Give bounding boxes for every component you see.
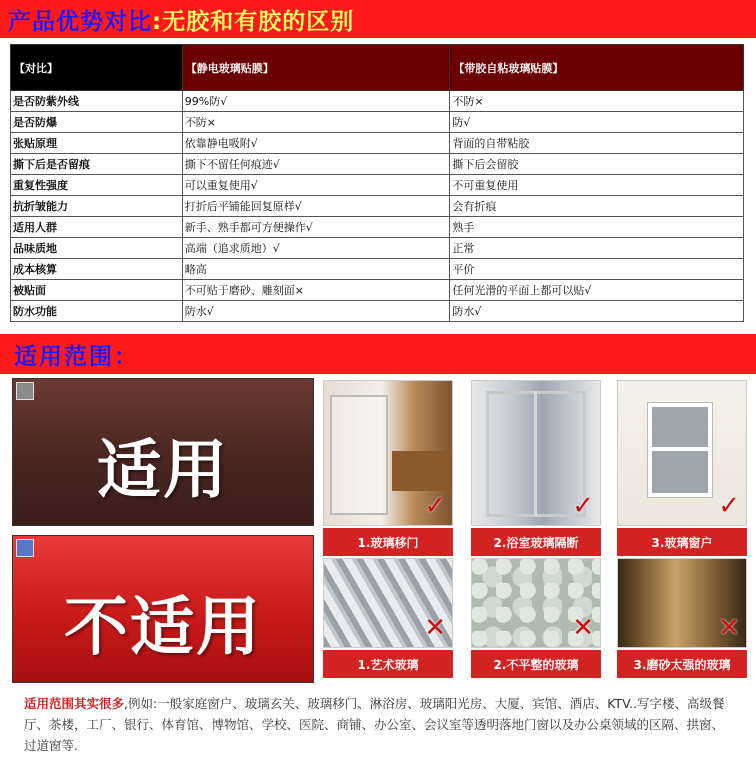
card-shower-partition [471, 380, 601, 558]
suitable-panel [12, 378, 314, 526]
table-row [11, 133, 744, 154]
table-row [11, 196, 744, 217]
card-caption: 2.浴室玻璃隔断 [471, 528, 601, 556]
usage-title: 适用范围： [14, 343, 139, 370]
comparison-table [10, 44, 744, 322]
card-caption: 2.不平整的玻璃 [471, 650, 601, 678]
card-glass-window [617, 380, 747, 558]
adhesive-film-cell: 不防× [450, 91, 744, 112]
usage-examples: ,例如:一般家庭窗户、玻璃玄关、玻璃移门、淋浴房、玻璃阳光房、大厦、宾馆、酒店、KTV..写字楼、高级餐厅、茶楼，工厂、银行、体育馆、博物馆、学校、医院、商铺、办公室、会议室等透明落地门窗以及办公桌领域的区隔、拱窗、过道窗等. [24, 696, 725, 753]
static-film-cell: 打折后平铺能回复原样√ [182, 196, 450, 217]
check-icon: ✓ [424, 491, 446, 521]
adhesive-film-cell: 正常 [450, 238, 744, 259]
corner-badge-icon [16, 382, 34, 400]
static-film-cell: 高端（追求质地）√ [182, 238, 450, 259]
row-label: 张贴原理 [11, 133, 183, 154]
cross-icon: ✕ [718, 613, 740, 643]
header-adhesive-film: 【带胶自粘玻璃贴膜】 [450, 45, 744, 91]
static-film-cell: 不防× [182, 112, 450, 133]
static-film-cell: 防水√ [182, 301, 450, 322]
table-row [11, 112, 744, 133]
card-caption: 1.艺术玻璃 [323, 650, 453, 678]
adhesive-film-cell: 熟手 [450, 217, 744, 238]
row-label: 品味质地 [11, 238, 183, 259]
static-film-cell: 新手、熟手都可方便操作√ [182, 217, 450, 238]
adhesive-film-cell: 背面的自带粘胶 [450, 133, 744, 154]
banner-subtitle: :无胶和有胶的区别 [152, 8, 355, 35]
row-label: 适用人群 [11, 217, 183, 238]
row-label: 撕下后是否留痕 [11, 154, 183, 175]
uneven-glass-photo [471, 558, 601, 648]
static-film-cell: 依靠静电吸附√ [182, 133, 450, 154]
frosted-glass-photo [617, 558, 747, 648]
check-icon: ✓ [572, 491, 594, 521]
static-film-cell: 99%防√ [182, 91, 450, 112]
table-row [11, 91, 744, 112]
table-row [11, 301, 744, 322]
usage-banner [0, 334, 756, 374]
unsuitable-panel [12, 535, 314, 683]
row-label: 被贴面 [11, 280, 183, 301]
static-film-cell: 不可贴于磨砂、雕刻面× [182, 280, 450, 301]
static-film-cell: 撕下不留任何痕迹√ [182, 154, 450, 175]
card-caption: 1.玻璃移门 [323, 528, 453, 556]
usage-lead: 适用范围其实很多 [24, 696, 125, 711]
table-row [11, 175, 744, 196]
check-icon: ✓ [718, 491, 740, 521]
adhesive-film-cell: 撕下后会留胶 [450, 154, 744, 175]
table-header-row [11, 45, 744, 91]
art-glass-photo [323, 558, 453, 648]
table-row [11, 238, 744, 259]
adhesive-film-cell: 平价 [450, 259, 744, 280]
row-label: 重复性强度 [11, 175, 183, 196]
static-film-cell: 略高 [182, 259, 450, 280]
unsuitable-label: 不适用 [64, 591, 262, 665]
adhesive-film-cell: 任何光滑的平面上都可以贴√ [450, 280, 744, 301]
adhesive-film-cell: 防水√ [450, 301, 744, 322]
comparison-banner [0, 0, 756, 38]
glass-window-photo [617, 380, 747, 526]
usage-description [24, 693, 736, 756]
row-label: 成本核算 [11, 259, 183, 280]
row-label: 防水功能 [11, 301, 183, 322]
cross-icon: ✕ [572, 613, 594, 643]
card-sliding-door [323, 380, 453, 558]
adhesive-film-cell: 会有折痕 [450, 196, 744, 217]
cross-icon: ✕ [424, 613, 446, 643]
header-static-film: 【静电玻璃贴膜】 [182, 45, 450, 91]
row-label: 抗折皱能力 [11, 196, 183, 217]
corner-badge-icon [16, 539, 34, 557]
table-row [11, 280, 744, 301]
row-label: 是否防紫外线 [11, 91, 183, 112]
header-compare: 【对比】 [11, 45, 183, 91]
adhesive-film-cell: 不可重复使用 [450, 175, 744, 196]
table-row [11, 259, 744, 280]
banner-title: 产品优势对比 [8, 8, 152, 35]
card-caption: 3.磨砂太强的玻璃 [617, 650, 747, 678]
table-row [11, 217, 744, 238]
suitable-label: 适用 [97, 434, 229, 508]
shower-partition-photo [471, 380, 601, 526]
row-label: 是否防爆 [11, 112, 183, 133]
adhesive-film-cell: 防√ [450, 112, 744, 133]
static-film-cell: 可以重复使用√ [182, 175, 450, 196]
sliding-door-photo [323, 380, 453, 526]
table-row [11, 154, 744, 175]
card-caption: 3.玻璃窗户 [617, 528, 747, 556]
